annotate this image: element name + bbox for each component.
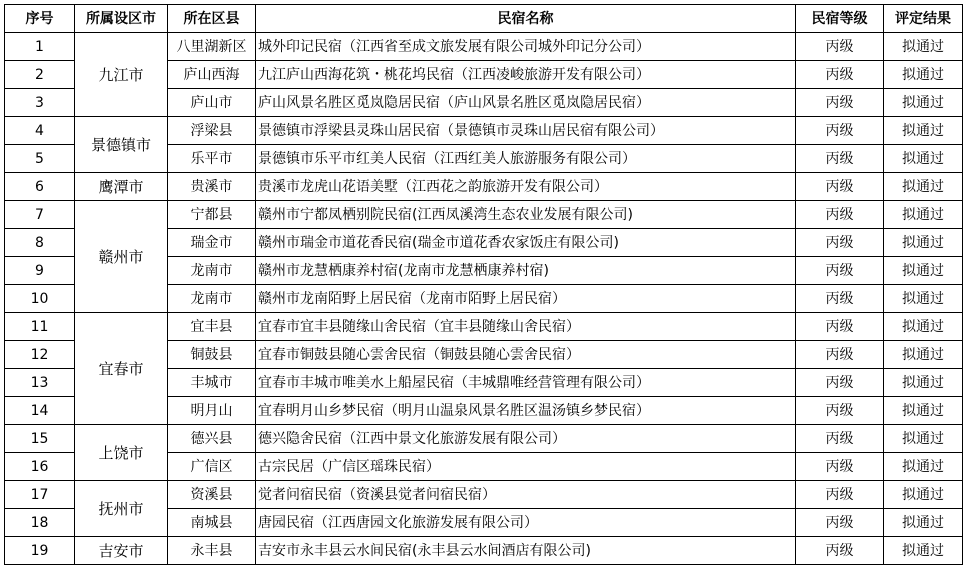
- homestay-name-cell: 贵溪市龙虎山花语美墅（江西花之韵旅游开发有限公司）: [256, 173, 796, 201]
- county-cell: 明月山: [168, 397, 256, 425]
- serial-no-cell: 5: [5, 145, 75, 173]
- homestay-name-cell: 唐园民宿（江西唐园文化旅游发展有限公司）: [256, 509, 796, 537]
- level-cell: 丙级: [796, 341, 884, 369]
- serial-no-cell: 6: [5, 173, 75, 201]
- result-cell: 拟通过: [884, 89, 963, 117]
- level-cell: 丙级: [796, 537, 884, 565]
- serial-no-cell: 11: [5, 313, 75, 341]
- county-cell: 瑞金市: [168, 229, 256, 257]
- result-cell: 拟通过: [884, 509, 963, 537]
- header-county: 所在区县: [168, 5, 256, 33]
- result-cell: 拟通过: [884, 481, 963, 509]
- serial-no-cell: 16: [5, 453, 75, 481]
- level-cell: 丙级: [796, 229, 884, 257]
- serial-no-cell: 13: [5, 369, 75, 397]
- table-row: [5, 117, 963, 145]
- header-homestay-name: 民宿名称: [256, 5, 796, 33]
- homestay-name-cell: 赣州市龙南陌野上居民宿（龙南市陌野上居民宿）: [256, 285, 796, 313]
- serial-no-cell: 12: [5, 341, 75, 369]
- result-cell: 拟通过: [884, 313, 963, 341]
- level-cell: 丙级: [796, 61, 884, 89]
- county-cell: 广信区: [168, 453, 256, 481]
- homestay-name-cell: 庐山风景名胜区觅岚隐居民宿（庐山风景名胜区觅岚隐居民宿）: [256, 89, 796, 117]
- level-cell: 丙级: [796, 313, 884, 341]
- serial-no-cell: 18: [5, 509, 75, 537]
- county-cell: 德兴县: [168, 425, 256, 453]
- result-cell: 拟通过: [884, 201, 963, 229]
- result-cell: 拟通过: [884, 369, 963, 397]
- header-row: [5, 5, 963, 33]
- homestay-name-cell: 景德镇市乐平市红美人民宿（江西红美人旅游服务有限公司）: [256, 145, 796, 173]
- homestay-name-cell: 德兴隐舍民宿（江西中景文化旅游发展有限公司）: [256, 425, 796, 453]
- level-cell: 丙级: [796, 257, 884, 285]
- county-cell: 龙南市: [168, 285, 256, 313]
- result-cell: 拟通过: [884, 257, 963, 285]
- county-cell: 宁都县: [168, 201, 256, 229]
- result-cell: 拟通过: [884, 61, 963, 89]
- serial-no-cell: 9: [5, 257, 75, 285]
- result-cell: 拟通过: [884, 397, 963, 425]
- level-cell: 丙级: [796, 397, 884, 425]
- homestay-name-cell: 古宗民居（广信区瑶珠民宿）: [256, 453, 796, 481]
- serial-no-cell: 14: [5, 397, 75, 425]
- serial-no-cell: 8: [5, 229, 75, 257]
- serial-no-cell: 3: [5, 89, 75, 117]
- level-cell: 丙级: [796, 285, 884, 313]
- result-cell: 拟通过: [884, 425, 963, 453]
- county-cell: 贵溪市: [168, 173, 256, 201]
- serial-no-cell: 4: [5, 117, 75, 145]
- result-cell: 拟通过: [884, 453, 963, 481]
- serial-no-cell: 17: [5, 481, 75, 509]
- level-cell: 丙级: [796, 201, 884, 229]
- level-cell: 丙级: [796, 425, 884, 453]
- county-cell: 宜丰县: [168, 313, 256, 341]
- table-row: [5, 173, 963, 201]
- header-serial-no: 序号: [5, 5, 75, 33]
- result-cell: 拟通过: [884, 285, 963, 313]
- level-cell: 丙级: [796, 369, 884, 397]
- city-cell: 九江市: [75, 33, 168, 117]
- city-cell: 上饶市: [75, 425, 168, 481]
- level-cell: 丙级: [796, 145, 884, 173]
- table-row: [5, 33, 963, 61]
- table-row: [5, 425, 963, 453]
- table-row: [5, 201, 963, 229]
- homestay-name-cell: 赣州市瑞金市道花香民宿(瑞金市道花香农家饭庄有限公司): [256, 229, 796, 257]
- result-cell: 拟通过: [884, 117, 963, 145]
- result-cell: 拟通过: [884, 229, 963, 257]
- header-level: 民宿等级: [796, 5, 884, 33]
- level-cell: 丙级: [796, 117, 884, 145]
- level-cell: 丙级: [796, 33, 884, 61]
- result-cell: 拟通过: [884, 173, 963, 201]
- city-cell: 鹰潭市: [75, 173, 168, 201]
- county-cell: 八里湖新区: [168, 33, 256, 61]
- table-row: [5, 313, 963, 341]
- homestay-name-cell: 宜春市铜鼓县随心雲舍民宿（铜鼓县随心雲舍民宿）: [256, 341, 796, 369]
- homestay-name-cell: 景德镇市浮梁县灵珠山居民宿（景德镇市灵珠山居民宿有限公司）: [256, 117, 796, 145]
- homestay-name-cell: 觉者问宿民宿（资溪县觉者问宿民宿）: [256, 481, 796, 509]
- county-cell: 庐山市: [168, 89, 256, 117]
- homestay-name-cell: 赣州市龙慧栖康养村宿(龙南市龙慧栖康养村宿): [256, 257, 796, 285]
- serial-no-cell: 19: [5, 537, 75, 565]
- county-cell: 铜鼓县: [168, 341, 256, 369]
- result-cell: 拟通过: [884, 537, 963, 565]
- level-cell: 丙级: [796, 453, 884, 481]
- level-cell: 丙级: [796, 173, 884, 201]
- homestay-rating-table: [4, 4, 963, 565]
- level-cell: 丙级: [796, 509, 884, 537]
- serial-no-cell: 1: [5, 33, 75, 61]
- serial-no-cell: 2: [5, 61, 75, 89]
- homestay-name-cell: 城外印记民宿（江西省至成文旅发展有限公司城外印记分公司）: [256, 33, 796, 61]
- header-result: 评定结果: [884, 5, 963, 33]
- homestay-name-cell: 赣州市宁都凤栖别院民宿(江西凤溪湾生态农业发展有限公司): [256, 201, 796, 229]
- result-cell: 拟通过: [884, 33, 963, 61]
- header-city: 所属设区市: [75, 5, 168, 33]
- serial-no-cell: 7: [5, 201, 75, 229]
- homestay-name-cell: 宜春市丰城市唯美水上船屋民宿（丰城鼎唯经营管理有限公司）: [256, 369, 796, 397]
- serial-no-cell: 15: [5, 425, 75, 453]
- county-cell: 南城县: [168, 509, 256, 537]
- city-cell: 宜春市: [75, 313, 168, 425]
- homestay-name-cell: 宜春明月山乡梦民宿（明月山温泉风景名胜区温汤镇乡梦民宿）: [256, 397, 796, 425]
- county-cell: 庐山西海: [168, 61, 256, 89]
- homestay-name-cell: 吉安市永丰县云水间民宿(永丰县云水间酒店有限公司): [256, 537, 796, 565]
- result-cell: 拟通过: [884, 341, 963, 369]
- city-cell: 景德镇市: [75, 117, 168, 173]
- county-cell: 永丰县: [168, 537, 256, 565]
- level-cell: 丙级: [796, 89, 884, 117]
- table-row: [5, 481, 963, 509]
- county-cell: 龙南市: [168, 257, 256, 285]
- city-cell: 抚州市: [75, 481, 168, 537]
- city-cell: 赣州市: [75, 201, 168, 313]
- level-cell: 丙级: [796, 481, 884, 509]
- result-cell: 拟通过: [884, 145, 963, 173]
- county-cell: 浮梁县: [168, 117, 256, 145]
- serial-no-cell: 10: [5, 285, 75, 313]
- homestay-name-cell: 九江庐山西海花筑・桃花坞民宿（江西凌峻旅游开发有限公司）: [256, 61, 796, 89]
- county-cell: 资溪县: [168, 481, 256, 509]
- county-cell: 丰城市: [168, 369, 256, 397]
- table-row: [5, 537, 963, 565]
- homestay-name-cell: 宜春市宜丰县随缘山舍民宿（宜丰县随缘山舍民宿）: [256, 313, 796, 341]
- county-cell: 乐平市: [168, 145, 256, 173]
- city-cell: 吉安市: [75, 537, 168, 565]
